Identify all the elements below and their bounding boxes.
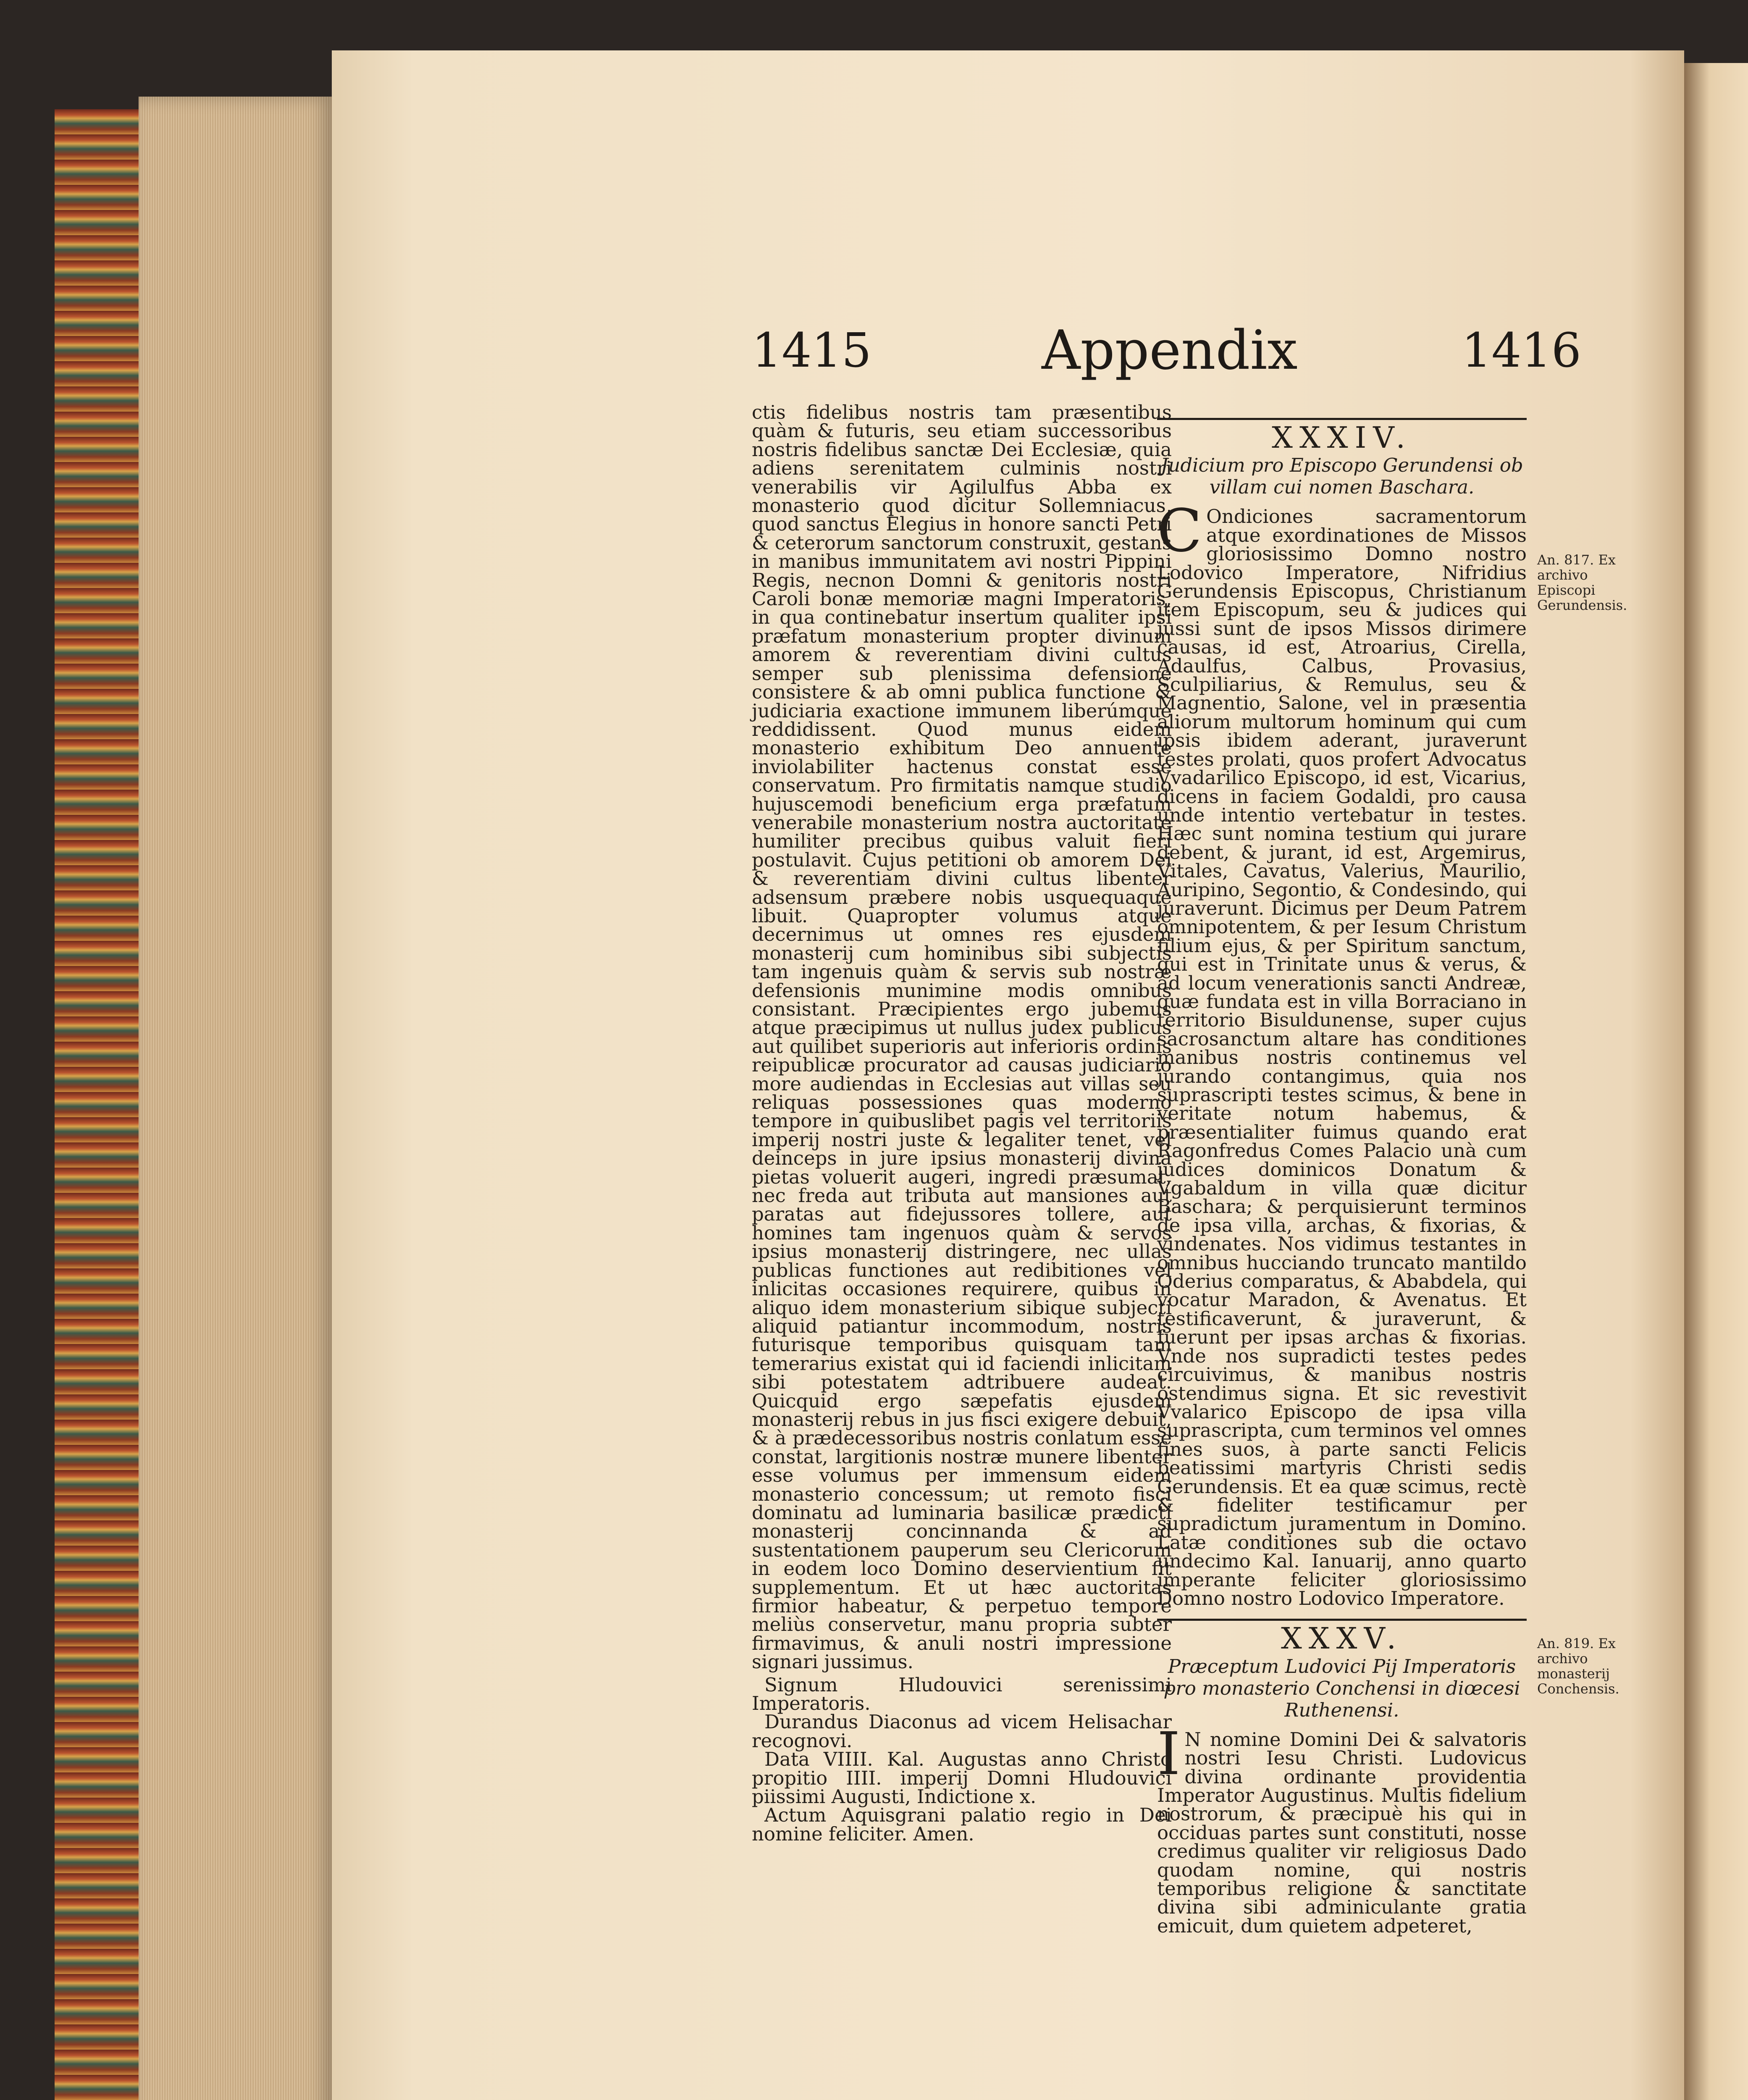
signoff-line: Actum Aquisgrani palatio regio in Dei nomine feliciter. Amen. (752, 1804, 1172, 1845)
section-number-34: XXXIV. (1272, 420, 1412, 455)
dropcap-34: C (1157, 497, 1202, 566)
signoff-line: Signum Hludouvici serenissimi Imperatoris. (752, 1673, 1172, 1715)
signoff-line: Data VIIII. Kal. Augustas anno Christo propitio IIII. imperij Domni Hludouvici piissimi Augusti, Indictione x. (752, 1748, 1172, 1808)
page-title: Appendix (1042, 319, 1298, 382)
dropcap-35: I (1157, 1719, 1181, 1788)
book-spine-marbled-edge (55, 109, 149, 2100)
left-column-text: ctis fidelibus nostris tam præsentibus quàm & futuris, seu etiam successoribus nostris fidelibus sanctæ Dei Ecclesiæ, quia adiens serenitatem culminis nostri venerabilis vir Agilulfus Abba ex monasterio quod dicitur Sollemniacus, quod sanctus Elegius in honore sancti Petri & ceterorum sanctorum construxit, gestans in manibus immunitatem avi nostri Pippini Regis, necnon Domni & genitoris nostri Caroli bonæ memoriæ magni Imperatoris, in qua continebatur insertum qualiter ipsi præfatum monasterium propter divinum amorem & reverentiam divini cultus semper sub plenissima defensione consistere & ab omni publica functione & judiciaria exactione immunem liberúmque reddidissent. Quod munus eidem monasterio exhibitum Deo annuente inviolabiliter hactenus constat esse conservatum. Pro firmitatis namque studio hujuscemodi beneficium erga præfatum venerabile monasterium nostra auctoritate humiliter precibus quibus valuit fieri postulavit. Cujus petitioni ob amorem Dei & reverentiam divini cultus libenter adsensum præbere nobis usquequaque libuit. Quapropter volumus atque decernimus ut omnes res ejusdem monasterij cum hominibus sibi subjectis tam ingenuis quàm & servis sub nostræ defensionis munimine modis omnibus consistant. Præcipientes ergo jubemus atque præcipimus ut nullus judex publicus aut quilibet superioris aut inferioris ordinis reipublicæ procurator ad causas judiciario more audiendas in Ecclesias aut villas seu reliquas possessiones quas moderno tempore in quibuslibet pagis vel territoriis imperij nostri juste & legaliter tenet, vel deinceps in jure ipsius monasterij divina pietas voluerit augeri, ingredi præsumat, nec freda aut tributa aut mansiones aut paratas aut fidejussores tollere, aut homines tam ingenuos quàm & servos ipsius monasterij distringere, nec ullas publicas functiones aut redibitiones vel inlicitas occasiones requirere, quibus in aliquo idem monasterium sibique subjecti aliquid patiantur incommodum, nostris futurisque temporibus quisquam tam temerarius existat qui id faciendi inlicitam sibi potestatem adtribuere audeat. Quicquid ergo sæpefatis ejusdem monasterij rebus in jus fisci exigere debuit, & à prædecessoribus nostris conlatum esse constat, largitionis nostræ munere libenter esse volumus per immensum eidem monasterio concessum; ut remoto fisci dominatu ad luminaria basilicæ prædicti monasterij concinnanda & ad sustentationem pauperum seu Clericorum in eodem loco Domino deservientium fit supplementum. Et ut hæc auctoritas firmior habeatur, & perpetuo tempore meliùs conservetur, manu propria subter firmavimus, & anuli nostri impressione signari jussimus. (752, 401, 1172, 1673)
section-heading-35: Præceptum Ludovici Pij Imperatoris pro monasterio Conchensi in diœcesi Ruthenensi. (1163, 1655, 1520, 1721)
signoff-line: Durandus Diaconus ad vicem Helisachar recognovi. (752, 1711, 1172, 1752)
left-column (752, 403, 1172, 1843)
section-rule (1157, 1619, 1527, 1621)
section-number-35: XXXV. (1281, 1621, 1403, 1656)
margin-note-34: An. 817. Ex archivo Episcopi Gerundensis. (1537, 552, 1627, 613)
section-body-35 (1157, 1719, 1527, 1937)
section-text-34: Ondiciones sacramentorum atque exordinationes de Missos gloriosissimo Domno nostro Lodovico Imperatore, Nifridius Gerundensis Episcopus, Christianum item Episcopum, seu & judices qui jussi sunt de ipsos Missos dirimere causas, id est, Atroarius, Cirella, Adaulfus, Calbus, Provasius, Sculpiliarius, & Remulus, seu & Magnentio, Salone, vel in præsentia aliorum multorum hominum qui cum ipsis ibidem aderant, juraverunt testes prolati, quos profert Advocatus Vvadarilico Episcopo, id est, Vicarius, dicens in faciem Godaldi, pro causa unde intentio vertebatur in testes. Hæc sunt nomina testium qui jurare debent, & jurant, id est, Argemirus, Vitales, Cavatus, Valerius, Maurilio, Auripino, Segontio, & Condesindo, qui juraverunt. Dicimus per Deum Patrem omnipotentem, & per Iesum Christum filium ejus, & per Spiritum sanctum, qui est in Trinitate unus & verus, & ad locum venerationis sancti Andreæ, quæ fundata est in villa Borraciano in territorio Bisuldunense, super cujus sacrosanctum altare has conditiones manibus nostris continemus vel jurando contangimus, quia nos suprascripti testes scimus, & bene in veritate notum habemus, & præsentialiter fuimus quando erat Ragonfredus Comes Palacio unà cum judices dominicos Donatum & Vgabaldum in villa quæ dicitur Baschara; & perquisierunt terminos de ipsa villa, archas, & fixorias, & vindenates. Nos vidimus testantes in omnibus hucciando truncato mantildo Oderius comparatus, & Ababdela, qui vocatur Maradon, & Avenatus. Et testificaverunt, & juraverunt, & fuerunt per ipsas archas & fixorias. Vnde nos supradicti testes pedes circuivimus, & manibus nostris ostendimus signa. Et sic revestivit Vvalarico Episcopo de ipsa villa suprascripta, cum terminos vel omnes fines suos, à parte sancti Felicis beatissimi martyris Christi sedis Gerundensis. Et ea quæ scimus, rectè & fideliter testificamur per supradictum juramentum in Domino. Latæ conditiones sub die octavo undecimo Kal. Ianuarij, anno quarto imperante feliciter gloriosissimo Domno nostro Lodovico Imperatore. (1157, 505, 1527, 1609)
margin-note-35: An. 819. Ex archivo monasterij Conchensis. (1537, 1635, 1619, 1697)
right-column (1157, 418, 1527, 1935)
section-rule (1157, 418, 1527, 420)
page-number-left: 1415 (752, 323, 872, 378)
section-text-35: N nomine Domini Dei & salvatoris nostri Iesu Christi. Ludovicus divina ordinante providentia Imperator Augustinus. Multis fidelium nostrorum, & præcipuè his qui in occiduas partes sunt constituti, nosse credimus qualiter vir religiosus Dado quodam nomine, qui nostris temporibus religione & sanctitate divina sibi adminiculante gratia emicuit, dum quietem adpeteret, (1157, 1728, 1527, 1937)
facing-page-edge (1684, 63, 1748, 2100)
page-block-edges (139, 97, 332, 2100)
signoff-block (752, 1673, 1172, 1845)
section-heading-34: Judicium pro Episcopo Gerundensi ob villam cui nomen Baschara. (1160, 454, 1523, 499)
page-number-right: 1416 (1462, 323, 1582, 378)
section-body-34 (1157, 497, 1527, 1609)
